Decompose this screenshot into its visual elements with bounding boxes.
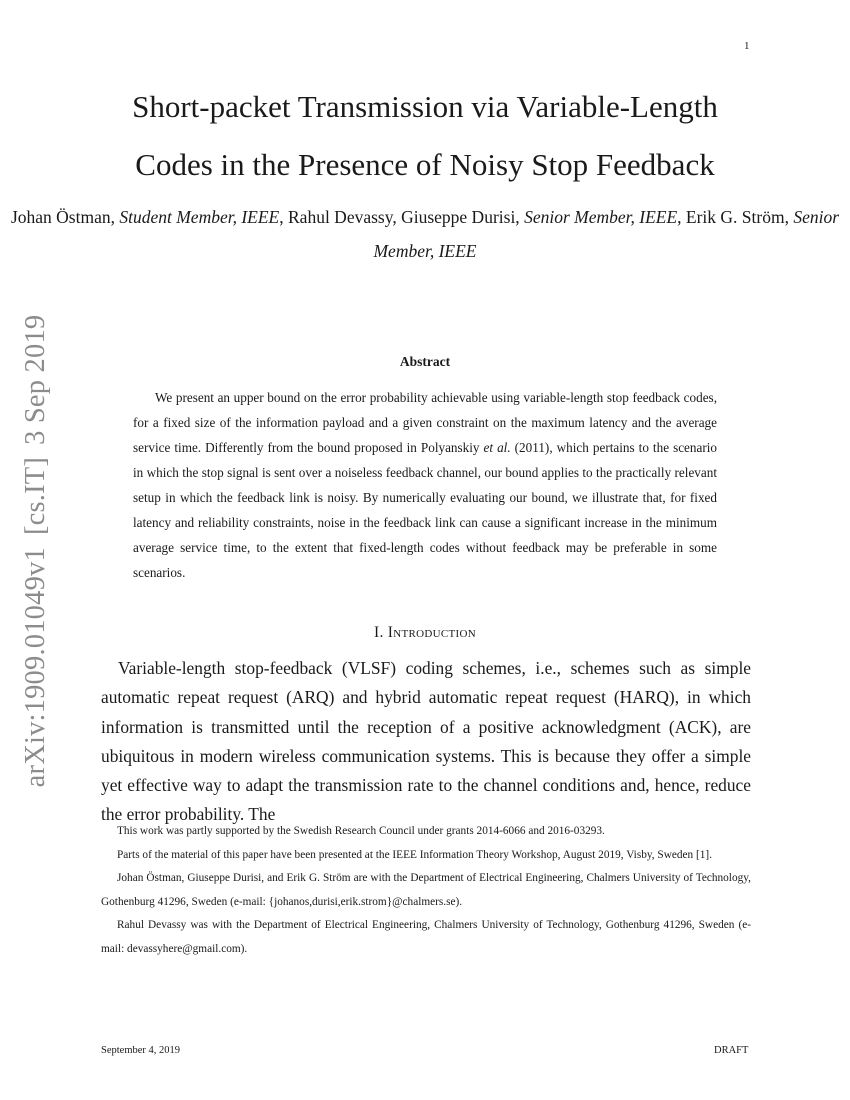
author-list [0, 200, 850, 268]
footer-date: September 4, 2019 [101, 1045, 181, 1056]
title-line-2: Codes in the Presence of Noisy Stop Feedback [135, 147, 715, 182]
section-heading [0, 624, 850, 642]
abstract-etal: et al. [483, 440, 511, 455]
footnote-conference: Parts of the material of this paper have been presented at the IEEE Information Theory Workshop, August 2019, Visby, Sweden [1]. [117, 848, 713, 861]
author-role: Senior Member, IEEE [373, 207, 840, 261]
arxiv-category: [cs.IT] [20, 456, 51, 536]
abstract-text: (2011), which pertains to the scenario in which the stop signal is sent over a noiseless feedback channel, our bound applies to the practically relevant setup in which the feedback link is noisy. By numerically evaluating our bound, we illustrate that, for fixed latency and reliability constraints, noise in the feedback link can cause a significant increase in the minimum average service time, to the extent that fixed-length codes without feedback may be preferable in some scenarios. [133, 440, 717, 580]
arxiv-date: 3 Sep 2019 [20, 314, 51, 445]
abstract-body [133, 385, 717, 585]
footnote-affiliation: Rahul Devassy was with the Department of Electrical Engineering, Chalmers University of Technology, Gothenburg 41296, Sweden (e-mail: devassyhere@gmail.com). [101, 919, 751, 955]
intro-paragraph: Variable-length stop-feedback (VLSF) coding schemes, i.e., schemes such as simple automatic repeat request (ARQ) and hybrid automatic repeat request (HARQ), in which information is transmitted until the reception of a positive acknowledgment (ACK), are ubiquitous in modern wireless communication systems. This is because they offer a simple yet effective way to adapt the transmission rate to the channel conditions and, hence, reduce the error probability. The [101, 658, 751, 825]
page-number: 1 [744, 40, 750, 52]
section-number: I. [373, 624, 388, 641]
title-line-1: Short-packet Transmission via Variable-Length [132, 89, 718, 124]
footer-draft-label: DRAFT [714, 1045, 749, 1056]
author-name: Johan Östman, [10, 207, 120, 227]
author-name: , Erik G. Ström, [677, 207, 794, 227]
author-role: Senior Member, IEEE [524, 207, 678, 227]
author-role: Student Member, IEEE [119, 207, 280, 227]
abstract-heading: Abstract [399, 354, 451, 369]
paper-title [0, 78, 850, 194]
section-title: Introduction [387, 624, 476, 641]
arxiv-stamp [20, 303, 52, 788]
footnote-funding: This work was partly supported by the Swedish Research Council under grants 2014-6066 and 2016-03293. [117, 825, 605, 837]
abstract-text: We present an upper bound on the error probability achievable using variable-length stop feedback codes, for a fixed size of the information payload and a given constraint on the maximum latency and the average service time. Differently from the bound proposed in Polyanskiy [133, 390, 717, 455]
footnotes [101, 820, 751, 962]
arxiv-id: arXiv:1909.01049v1 [20, 547, 51, 788]
footnote-affiliation: Johan Östman, Giuseppe Durisi, and Erik G. Ström are with the Department of Electrical Engineering, Chalmers University of Technology, Gothenburg 41296, Sweden (e-mail: {johanos,durisi,erik.strom}@chalmers.se). [101, 872, 751, 908]
author-name: , Rahul Devassy, Giuseppe Durisi, [279, 207, 525, 227]
